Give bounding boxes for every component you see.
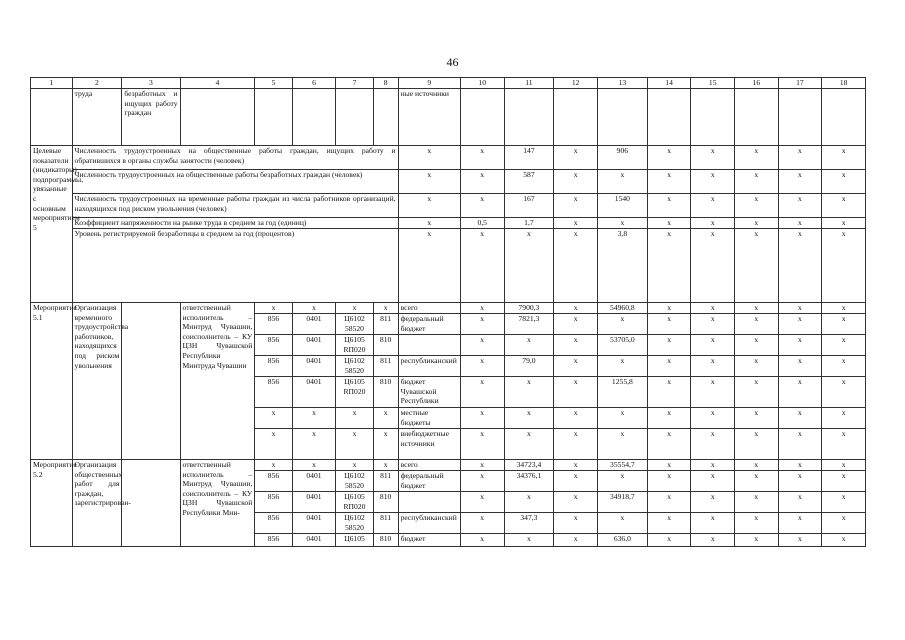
funding-source: местные бюджеты bbox=[398, 408, 460, 429]
budget-code: 810 bbox=[373, 492, 398, 513]
target-value: x bbox=[554, 194, 598, 218]
budget-code: x bbox=[255, 408, 292, 429]
amount-value: x bbox=[597, 314, 647, 335]
target-value: x bbox=[778, 218, 822, 229]
amount-value: x bbox=[554, 513, 598, 534]
budget-code: 856 bbox=[255, 471, 292, 492]
target-value: x bbox=[735, 146, 779, 170]
target-value: 906 bbox=[597, 146, 647, 170]
budget-code: x bbox=[336, 408, 373, 429]
target-value: x bbox=[398, 194, 460, 218]
amount-value: x bbox=[822, 408, 866, 429]
amount-value: 1255,8 bbox=[597, 377, 647, 408]
target-value: x bbox=[554, 170, 598, 194]
amount-value: x bbox=[822, 335, 866, 356]
amount-value: 34723,4 bbox=[504, 460, 554, 471]
amount-value: x bbox=[691, 408, 735, 429]
amount-value: x bbox=[647, 408, 691, 429]
amount-value: x bbox=[735, 492, 779, 513]
budget-code: x bbox=[292, 303, 336, 314]
amount-value: x bbox=[691, 471, 735, 492]
amount-value: x bbox=[460, 408, 504, 429]
measure-name: Организация общественных работ для граждан, зарегистрирован- bbox=[72, 460, 122, 547]
column-number: 3 bbox=[122, 78, 180, 89]
amount-value: x bbox=[778, 314, 822, 335]
amount-value: x bbox=[778, 460, 822, 471]
target-value: x bbox=[778, 146, 822, 170]
amount-value: x bbox=[554, 377, 598, 408]
amount-value: x bbox=[460, 314, 504, 335]
target-value: x bbox=[691, 170, 735, 194]
target-value: x bbox=[398, 146, 460, 170]
amount-value: x bbox=[554, 408, 598, 429]
amount-value: x bbox=[460, 429, 504, 460]
amount-value: x bbox=[778, 429, 822, 460]
target-value: x bbox=[822, 194, 866, 218]
budget-code: 856 bbox=[255, 377, 292, 408]
amount-value: 7900,3 bbox=[504, 303, 554, 314]
amount-value: x bbox=[460, 356, 504, 377]
target-value: 1540 bbox=[597, 194, 647, 218]
amount-value: x bbox=[647, 314, 691, 335]
amount-value: x bbox=[647, 335, 691, 356]
target-text: Коэффициент напряженности на рынке труда в среднем за год (единиц) bbox=[72, 218, 398, 229]
amount-value: x bbox=[647, 513, 691, 534]
funding-source: бюджет bbox=[398, 534, 460, 547]
amount-value: x bbox=[460, 377, 504, 408]
target-value: x bbox=[504, 229, 554, 303]
table-cell bbox=[180, 89, 255, 146]
target-value: x bbox=[647, 194, 691, 218]
target-text: Численность трудоустроенных на общественные работы безработных граждан (человек) bbox=[72, 170, 398, 194]
target-value: x bbox=[822, 229, 866, 303]
amount-value: x bbox=[691, 377, 735, 408]
amount-value: x bbox=[460, 303, 504, 314]
budget-code: 856 bbox=[255, 314, 292, 335]
budget-code: 856 bbox=[255, 356, 292, 377]
amount-value: x bbox=[822, 303, 866, 314]
budget-code: 810 bbox=[373, 377, 398, 408]
amount-value: x bbox=[504, 429, 554, 460]
amount-value: x bbox=[460, 513, 504, 534]
target-value: x bbox=[778, 194, 822, 218]
target-value: x bbox=[691, 194, 735, 218]
budget-code: 856 bbox=[255, 513, 292, 534]
target-value: x bbox=[554, 229, 598, 303]
amount-value: x bbox=[554, 471, 598, 492]
column-number: 10 bbox=[460, 78, 504, 89]
amount-value: x bbox=[554, 314, 598, 335]
amount-value: x bbox=[691, 335, 735, 356]
amount-value: x bbox=[597, 408, 647, 429]
amount-value: x bbox=[647, 356, 691, 377]
amount-value: x bbox=[597, 471, 647, 492]
amount-value: x bbox=[822, 513, 866, 534]
column-number: 9 bbox=[398, 78, 460, 89]
funding-source: республиканский bbox=[398, 356, 460, 377]
amount-value: x bbox=[647, 534, 691, 547]
target-value: x bbox=[460, 170, 504, 194]
amount-value: x bbox=[822, 492, 866, 513]
budget-code: Ц6102 58520 bbox=[336, 314, 373, 335]
target-row bbox=[31, 146, 866, 170]
table-cell bbox=[597, 89, 647, 146]
table-cell bbox=[735, 89, 779, 146]
amount-value: x bbox=[735, 303, 779, 314]
column-number: 12 bbox=[554, 78, 598, 89]
measure-row bbox=[31, 303, 866, 314]
target-value: x bbox=[735, 194, 779, 218]
table-cell bbox=[647, 89, 691, 146]
measure-label: Мероприятие 5.2 bbox=[31, 460, 73, 547]
funding-source: федеральный бюджет bbox=[398, 471, 460, 492]
amount-value: x bbox=[691, 429, 735, 460]
table-cell bbox=[373, 89, 398, 146]
target-value: x bbox=[398, 218, 460, 229]
amount-value: 34376,1 bbox=[504, 471, 554, 492]
budget-code: Ц6102 58520 bbox=[336, 356, 373, 377]
cont-name: труда bbox=[72, 89, 122, 146]
column-number: 7 bbox=[336, 78, 373, 89]
amount-value: x bbox=[822, 460, 866, 471]
amount-value: x bbox=[735, 534, 779, 547]
target-value: x bbox=[735, 218, 779, 229]
target-value: x bbox=[691, 146, 735, 170]
amount-value: x bbox=[735, 429, 779, 460]
table-cell bbox=[460, 89, 504, 146]
amount-value: x bbox=[691, 534, 735, 547]
amount-value: x bbox=[691, 314, 735, 335]
target-value: x bbox=[554, 146, 598, 170]
amount-value: 53705,0 bbox=[597, 335, 647, 356]
column-number: 2 bbox=[72, 78, 122, 89]
target-row bbox=[31, 170, 866, 194]
amount-value: x bbox=[554, 356, 598, 377]
target-value: 1,7 bbox=[504, 218, 554, 229]
target-value: 147 bbox=[504, 146, 554, 170]
funding-source: федеральный бюджет bbox=[398, 314, 460, 335]
budget-code: x bbox=[292, 408, 336, 429]
target-value: x bbox=[822, 146, 866, 170]
budget-code: 811 bbox=[373, 314, 398, 335]
column-number: 4 bbox=[180, 78, 255, 89]
amount-value: x bbox=[504, 492, 554, 513]
measure-executor: ответственный исполнитель – Минтруд Чувашии, соисполнитель – КУ ЦЗН Чувашской Республики Минтруда Чувашии bbox=[180, 303, 255, 460]
column-number: 17 bbox=[778, 78, 822, 89]
budget-code: Ц6102 58520 bbox=[336, 513, 373, 534]
table-cell bbox=[822, 89, 866, 146]
budget-code: x bbox=[255, 429, 292, 460]
target-value: x bbox=[398, 170, 460, 194]
budget-code: 856 bbox=[255, 335, 292, 356]
amount-value: 34918,7 bbox=[597, 492, 647, 513]
budget-code: 0401 bbox=[292, 513, 336, 534]
amount-value: x bbox=[554, 534, 598, 547]
amount-value: x bbox=[735, 356, 779, 377]
amount-value: x bbox=[460, 471, 504, 492]
table-cell bbox=[122, 303, 180, 460]
budget-code: Ц6102 58520 bbox=[336, 471, 373, 492]
budget-code: 0401 bbox=[292, 356, 336, 377]
table-cell bbox=[255, 89, 292, 146]
budget-code: 0401 bbox=[292, 492, 336, 513]
budget-code: x bbox=[373, 429, 398, 460]
budget-code: 0401 bbox=[292, 335, 336, 356]
amount-value: x bbox=[460, 534, 504, 547]
target-value: 3,8 bbox=[597, 229, 647, 303]
amount-value: x bbox=[597, 356, 647, 377]
budget-code: 811 bbox=[373, 513, 398, 534]
amount-value: x bbox=[778, 492, 822, 513]
budget-code: 811 bbox=[373, 471, 398, 492]
table-cell bbox=[292, 89, 336, 146]
budget-code: Ц6105 RП020 bbox=[336, 492, 373, 513]
funding-source: бюджет Чувашской Республики bbox=[398, 377, 460, 408]
amount-value: x bbox=[735, 471, 779, 492]
amount-value: 79,0 bbox=[504, 356, 554, 377]
column-number: 16 bbox=[735, 78, 779, 89]
budget-code: x bbox=[336, 460, 373, 471]
target-value: x bbox=[460, 229, 504, 303]
column-number: 15 bbox=[691, 78, 735, 89]
amount-value: x bbox=[822, 377, 866, 408]
amount-value: x bbox=[735, 377, 779, 408]
target-value: x bbox=[778, 170, 822, 194]
target-value: 587 bbox=[504, 170, 554, 194]
target-value: x bbox=[460, 194, 504, 218]
amount-value: x bbox=[647, 429, 691, 460]
table-cell bbox=[691, 89, 735, 146]
amount-value: x bbox=[778, 513, 822, 534]
budget-code: 810 bbox=[373, 534, 398, 547]
target-value: x bbox=[647, 229, 691, 303]
budget-code: 0401 bbox=[292, 314, 336, 335]
amount-value: x bbox=[691, 356, 735, 377]
target-value: x bbox=[778, 229, 822, 303]
amount-value: x bbox=[504, 377, 554, 408]
amount-value: 636,0 bbox=[597, 534, 647, 547]
measure-row bbox=[31, 460, 866, 471]
amount-value: x bbox=[778, 356, 822, 377]
amount-value: 347,3 bbox=[504, 513, 554, 534]
amount-value: x bbox=[778, 534, 822, 547]
cont-source: ные источники bbox=[398, 89, 460, 146]
budget-code: x bbox=[255, 303, 292, 314]
column-number: 6 bbox=[292, 78, 336, 89]
target-row bbox=[31, 218, 866, 229]
budget-code: x bbox=[373, 408, 398, 429]
funding-source: всего bbox=[398, 303, 460, 314]
continuation-row bbox=[31, 89, 866, 146]
target-value: x bbox=[822, 170, 866, 194]
amount-value: x bbox=[735, 460, 779, 471]
amount-value: x bbox=[647, 377, 691, 408]
target-value: x bbox=[460, 146, 504, 170]
column-number: 14 bbox=[647, 78, 691, 89]
amount-value: x bbox=[778, 335, 822, 356]
target-value: x bbox=[647, 170, 691, 194]
target-value: x bbox=[647, 146, 691, 170]
amount-value: 7821,3 bbox=[504, 314, 554, 335]
target-value: x bbox=[735, 229, 779, 303]
target-value: 167 bbox=[504, 194, 554, 218]
table-cell bbox=[504, 89, 554, 146]
budget-code: Ц6105 bbox=[336, 534, 373, 547]
amount-value: x bbox=[460, 460, 504, 471]
targets-label: Целевые показатели (индикаторы) подпрограммы, увязанные с основным мероприятием 5 bbox=[31, 146, 73, 303]
amount-value: x bbox=[597, 429, 647, 460]
amount-value: x bbox=[504, 408, 554, 429]
target-value: x bbox=[691, 218, 735, 229]
target-text: Численность трудоустроенных на временные работы граждан из числа работников организаций, находящихся под риском увольнения (человек) bbox=[72, 194, 398, 218]
budget-code: Ц6105 RП020 bbox=[336, 377, 373, 408]
column-number: 11 bbox=[504, 78, 554, 89]
amount-value: x bbox=[597, 513, 647, 534]
target-text: Уровень регистрируемой безработицы в среднем за год (процентов) bbox=[72, 229, 398, 303]
funding-source: внебюджетные источники bbox=[398, 429, 460, 460]
target-text: Численность трудоустроенных на общественные работы граждан, ищущих работу и обратившихся в органы службы занятости (человек) bbox=[72, 146, 398, 170]
amount-value: x bbox=[778, 471, 822, 492]
target-value: x bbox=[597, 170, 647, 194]
amount-value: x bbox=[647, 471, 691, 492]
amount-value: x bbox=[822, 314, 866, 335]
amount-value: x bbox=[647, 492, 691, 513]
budget-code: 810 bbox=[373, 335, 398, 356]
column-number: 13 bbox=[597, 78, 647, 89]
budget-code: x bbox=[336, 303, 373, 314]
header-row bbox=[31, 78, 866, 89]
funding-source: всего bbox=[398, 460, 460, 471]
amount-value: x bbox=[778, 408, 822, 429]
amount-value: x bbox=[822, 356, 866, 377]
budget-code: 856 bbox=[255, 492, 292, 513]
table-cell bbox=[31, 89, 73, 146]
target-value: 0,5 bbox=[460, 218, 504, 229]
budget-code: 0401 bbox=[292, 534, 336, 547]
amount-value: x bbox=[554, 460, 598, 471]
target-value: x bbox=[735, 170, 779, 194]
target-value: x bbox=[647, 218, 691, 229]
budget-code: x bbox=[373, 303, 398, 314]
amount-value: x bbox=[822, 429, 866, 460]
amount-value: x bbox=[735, 513, 779, 534]
target-row bbox=[31, 229, 866, 303]
budget-code: x bbox=[336, 429, 373, 460]
budget-code: 811 bbox=[373, 356, 398, 377]
target-value: x bbox=[597, 218, 647, 229]
amount-value: x bbox=[691, 492, 735, 513]
amount-value: x bbox=[647, 303, 691, 314]
table-cell bbox=[336, 89, 373, 146]
amount-value: x bbox=[554, 429, 598, 460]
column-number: 8 bbox=[373, 78, 398, 89]
funding-source bbox=[398, 335, 460, 356]
measure-executor: ответственный исполнитель – Минтруд Чувашии, соисполнитель – КУ ЦЗН Чувашской Республики Мин- bbox=[180, 460, 255, 547]
target-row bbox=[31, 194, 866, 218]
amount-value: x bbox=[735, 335, 779, 356]
amount-value: x bbox=[554, 335, 598, 356]
amount-value: x bbox=[460, 492, 504, 513]
column-number: 18 bbox=[822, 78, 866, 89]
budget-code: 856 bbox=[255, 534, 292, 547]
amount-value: x bbox=[735, 408, 779, 429]
budget-code: x bbox=[292, 460, 336, 471]
target-value: x bbox=[398, 229, 460, 303]
budget-code: x bbox=[373, 460, 398, 471]
amount-value: x bbox=[504, 335, 554, 356]
target-value: x bbox=[691, 229, 735, 303]
amount-value: x bbox=[735, 314, 779, 335]
budget-code: x bbox=[255, 460, 292, 471]
amount-value: x bbox=[647, 460, 691, 471]
amount-value: 54960,8 bbox=[597, 303, 647, 314]
budget-code: 0401 bbox=[292, 377, 336, 408]
funding-source: республиканский bbox=[398, 513, 460, 534]
target-value: x bbox=[822, 218, 866, 229]
funding-source bbox=[398, 492, 460, 513]
measure-label: Мероприятие 5.1 bbox=[31, 303, 73, 460]
amount-value: x bbox=[778, 377, 822, 408]
amount-value: x bbox=[554, 492, 598, 513]
amount-value: x bbox=[460, 335, 504, 356]
amount-value: x bbox=[691, 460, 735, 471]
budget-table bbox=[30, 77, 866, 547]
table-cell bbox=[554, 89, 598, 146]
budget-code: 0401 bbox=[292, 471, 336, 492]
table-cell bbox=[778, 89, 822, 146]
amount-value: x bbox=[778, 303, 822, 314]
amount-value: x bbox=[822, 471, 866, 492]
amount-value: x bbox=[822, 534, 866, 547]
amount-value: x bbox=[554, 303, 598, 314]
column-number: 1 bbox=[31, 78, 73, 89]
amount-value: 35554,7 bbox=[597, 460, 647, 471]
target-value: x bbox=[554, 218, 598, 229]
budget-code: x bbox=[292, 429, 336, 460]
amount-value: x bbox=[504, 534, 554, 547]
page-number: 46 bbox=[446, 55, 459, 69]
amount-value: x bbox=[691, 513, 735, 534]
budget-code: Ц6105 RП020 bbox=[336, 335, 373, 356]
cont-target: безработных и ищущих работу граждан bbox=[122, 89, 180, 146]
amount-value: x bbox=[691, 303, 735, 314]
column-number: 5 bbox=[255, 78, 292, 89]
measure-name: Организация временного трудоустройства работников, находящихся под риском увольнения bbox=[72, 303, 122, 460]
